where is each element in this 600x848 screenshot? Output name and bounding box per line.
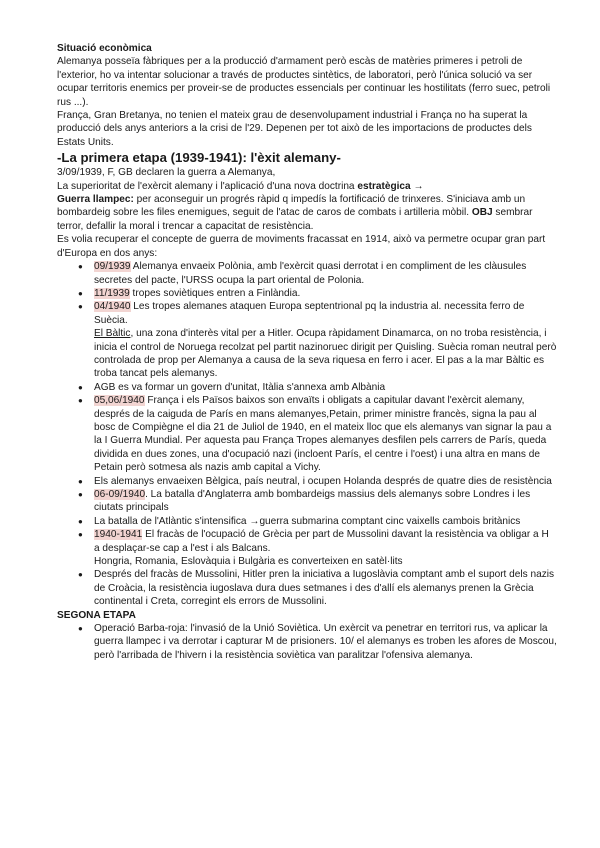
event-text: França i els Països baixos son envaïts i obligats a capitular davant l'exèrcit alemany, després de la caiguda de París en mans alemanyes,Petain, primer ministre francès, signa la pau al bosc de Compiègne el dia 21 de Juliol de 1940, en el mateix lloc que els alemanys van signar la pau a la I Guerra Mundial. Per aquesta pau França Tropes alemanyes desfilen pels carrers de París, queda dividida en dues zones, una d'ocupació nazi (incloent París, el centre i l'oest) i una altra en mans de Petain però sotmesa als nazis amb capital a Vichy.: [94, 395, 552, 474]
list-item: [94, 300, 557, 380]
event-text: Les tropes alemanes ataquen Europa septentrional pq la industria al. necessita ferro de Suècia.: [94, 301, 525, 326]
objective-term: OBJ: [471, 207, 493, 219]
event-date: 1940-1941: [94, 529, 143, 541]
event-text: Operació Barba-roja: l'invasió de la Unió Soviètica. Un exèrcit va penetrar en territori rus, va aplicar la guerra llampec i va derrotar i capturar M de prisioners. 10/ el alemanys es troben les afores de Moscou, però l'arribada de l'hivern i la resistència soviètica van paralitzar l'ofensiva alemanya.: [94, 623, 557, 661]
stage1-line-1: 3/09/1939, F, GB declaren la guerra a Alemanya,: [57, 167, 276, 179]
event-date: 06-09/1940: [94, 489, 146, 500]
document-page: [57, 42, 557, 662]
event-text: tropes soviètiques entren a Finlàndia.: [129, 287, 301, 299]
event-text: La batalla de l'Atlàntic s'intensifica →guerra submarina comptant cinc vaixells cambois britànics: [94, 515, 521, 527]
blitzkrieg-paragraph: [57, 193, 557, 233]
event-text: Alemanya envaeix Polònia, amb l'exèrcit quasi derrotat i en compliment de les clàusules secretes del pacte, l'URSS ocupa la part oriental de Polonia.: [94, 261, 527, 286]
event-date: 11/1939: [94, 287, 130, 299]
economic-paragraph-2: França, Gran Bretanya, no tenien el mateix grau de desenvolupament industrial i França no ha superat la producció dels anys anteriors a la crisi de l'29. Depenen per tot això de les importacions de productes dels Estats Units.: [57, 110, 532, 148]
economic-paragraph-1: Alemanya posseïa fàbriques per a la producció d'armament però escàs de matèries primeres i petroli de l'exterior, ho va intentar solucionar a través de productes sintètics, de laboratori, però l'única solució va ser ocupar territoris enemics per proveir-se de productes essencials per continuar les hostilitats (ferro suec, petroli rus ...).: [57, 56, 551, 108]
event-date: 05,06/1940: [94, 395, 145, 407]
blitzkrieg-text: per aconseguir un progrés ràpid q impedís la fortificació de trinxeres. S'iniciava amb un bombardeig sobre les files enemigues, seguit de l'atac de caros de combats i artilleria mòbil.: [57, 194, 526, 219]
event-date: 04/1940: [94, 301, 131, 313]
stage2-heading: SEGONA ETAPA: [57, 609, 136, 621]
stage1-line-2-text: La superioritat de l'exèrcit alemany i l'aplicació d'una nova doctrina: [57, 180, 358, 192]
list-item: [94, 622, 557, 662]
list-item: [94, 287, 557, 300]
event-text: Després del fracàs de Mussolini, Hitler pren la iniciativa a Iugoslàvia comptant amb el suport dels nazis de Croàcia, la resistència iugoslava dura dues setmanes i des d'allí els alemanys prenen la Grècia continental i Creta, corregint els errors de Mussolini.: [94, 569, 555, 608]
list-item: [94, 515, 557, 528]
stage1-title: -La primera etapa (1939-1941): l'èxit alemany-: [57, 150, 341, 166]
list-item: [94, 475, 557, 488]
event-text: AGB es va formar un govern d'unitat, Itàlia s'annexa amb Albània: [94, 381, 386, 393]
event-text: . La batalla d'Anglaterra amb bombardeigs massius dels alemanys sobre Londres i les ciutats principals: [94, 489, 531, 514]
stage1-line-4: Es volia recuperar el concepte de guerra de moviments fracassat en 1914, això va permetre ocupar gran part d'Europa en dos anys:: [57, 234, 546, 259]
event-text: Els alemanys envaeixen Bèlgica, país neutral, i ocupen Holanda després de quatre dies de resistència: [94, 475, 552, 487]
baltic-term: El Bàltic: [94, 328, 131, 340]
event-extra-text: Hongria, Romania, Eslovàquia i Bulgària es converteixen en satèl·lits: [94, 556, 403, 568]
strategic-term: estratègica →: [357, 180, 424, 192]
objective-text: sembrar terror, defallir la moral i trencar a capacitat de resistència.: [57, 207, 533, 232]
stage2-event-list: [57, 622, 557, 662]
economic-heading: Situació econòmica: [57, 43, 152, 54]
event-extra-text: , una zona d'interès vital per a Hitler. Ocupa ràpidament Dinamarca, on no troba resistència, i inicia el control de Noruega recolzat pel partit nazinoruec dirigit per Quisling. Suècia roman neutral però controlada de prop per Alemanya a causa de la seva riquesa en ferro i acer. El pas a la mar Bàltic es troba tancat pels alemanys.: [94, 328, 557, 380]
list-item: [94, 568, 557, 608]
list-item: [94, 381, 557, 394]
stage1-line-2: [57, 180, 557, 193]
event-date: 09/1939: [94, 261, 131, 273]
stage1-event-list: [57, 260, 557, 609]
list-item: [94, 488, 557, 515]
blitzkrieg-term: Guerra llampec:: [57, 194, 134, 206]
list-item: [94, 528, 557, 568]
list-item: [94, 260, 557, 287]
list-item: [94, 394, 557, 474]
event-text: El fracàs de l'ocupació de Grècia per part de Mussolini davant la resistència va obligar a H a desplaçar-se cap a l'est i als Balcans.: [94, 529, 549, 554]
